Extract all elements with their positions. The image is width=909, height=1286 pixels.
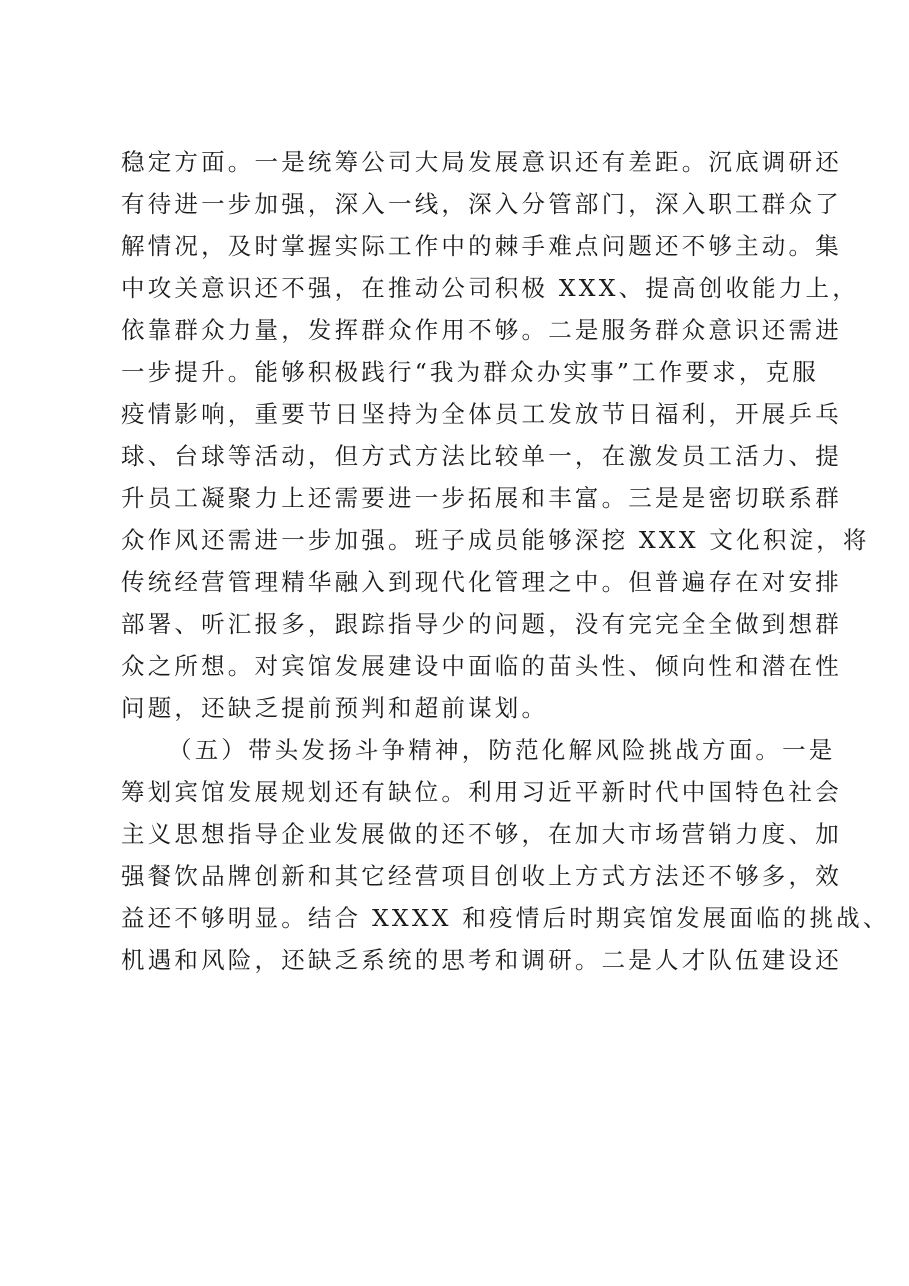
text-line: 依靠群众力量，发挥群众作用不够。二是服务群众意识还需进 bbox=[121, 316, 842, 344]
text-line: 众作风还需进一步加强。班子成员能够深挖 XXX 文化积淀，将 bbox=[121, 526, 870, 554]
text-line: 传统经营管理精华融入到现代化管理之中。但普遍存在对安排 bbox=[121, 568, 842, 596]
text-line: 解情况，及时掌握实际工作中的棘手难点问题还不够主动。集 bbox=[121, 232, 842, 260]
text-line: 众之所想。对宾馆发展建设中面临的苗头性、倾向性和潜在性 bbox=[121, 652, 842, 680]
document-body bbox=[121, 141, 890, 981]
text-line-indented: （五）带头发扬斗争精神，防范化解风险挑战方面。一是 bbox=[168, 736, 836, 764]
text-line: 稳定方面。一是统筹公司大局发展意识还有差距。沉底调研还 bbox=[121, 148, 842, 176]
paragraph-1 bbox=[121, 141, 870, 729]
text-line: 主义思想指导企业发展做的还不够，在加大市场营销力度、加 bbox=[121, 820, 842, 848]
text-line: 一步提升。能够积极践行“我为群众办实事”工作要求，克服 bbox=[121, 358, 819, 386]
paragraph-2 bbox=[121, 729, 890, 981]
text-line: 机遇和风险，还缺乏系统的思考和调研。二是人才队伍建设还 bbox=[121, 946, 842, 974]
text-line: 筹划宾馆发展规划还有缺位。利用习近平新时代中国特色社会 bbox=[121, 778, 842, 806]
text-line: 疫情影响，重要节日坚持为全体员工发放节日福利，开展乒乓 bbox=[121, 400, 842, 428]
text-line: 升员工凝聚力上还需要进一步拓展和丰富。三是是密切联系群 bbox=[121, 484, 842, 512]
text-line: 球、台球等活动，但方式方法比较单一，在激发员工活力、提 bbox=[121, 442, 842, 470]
text-line: 强餐饮品牌创新和其它经营项目创收上方式方法还不够多，效 bbox=[121, 862, 842, 890]
text-line: 益还不够明显。结合 XXXX 和疫情后时期宾馆发展面临的挑战、 bbox=[121, 904, 890, 932]
text-line-last: 问题，还缺乏提前预判和超前谋划。 bbox=[121, 694, 549, 722]
text-line: 有待进一步加强，深入一线，深入分管部门，深入职工群众了 bbox=[121, 190, 842, 218]
text-line: 部署、听汇报多，跟踪指导少的问题，没有完完全全做到想群 bbox=[121, 610, 842, 638]
text-line: 中攻关意识还不强，在推动公司积极 XXX、提高创收能力上， bbox=[121, 274, 859, 302]
